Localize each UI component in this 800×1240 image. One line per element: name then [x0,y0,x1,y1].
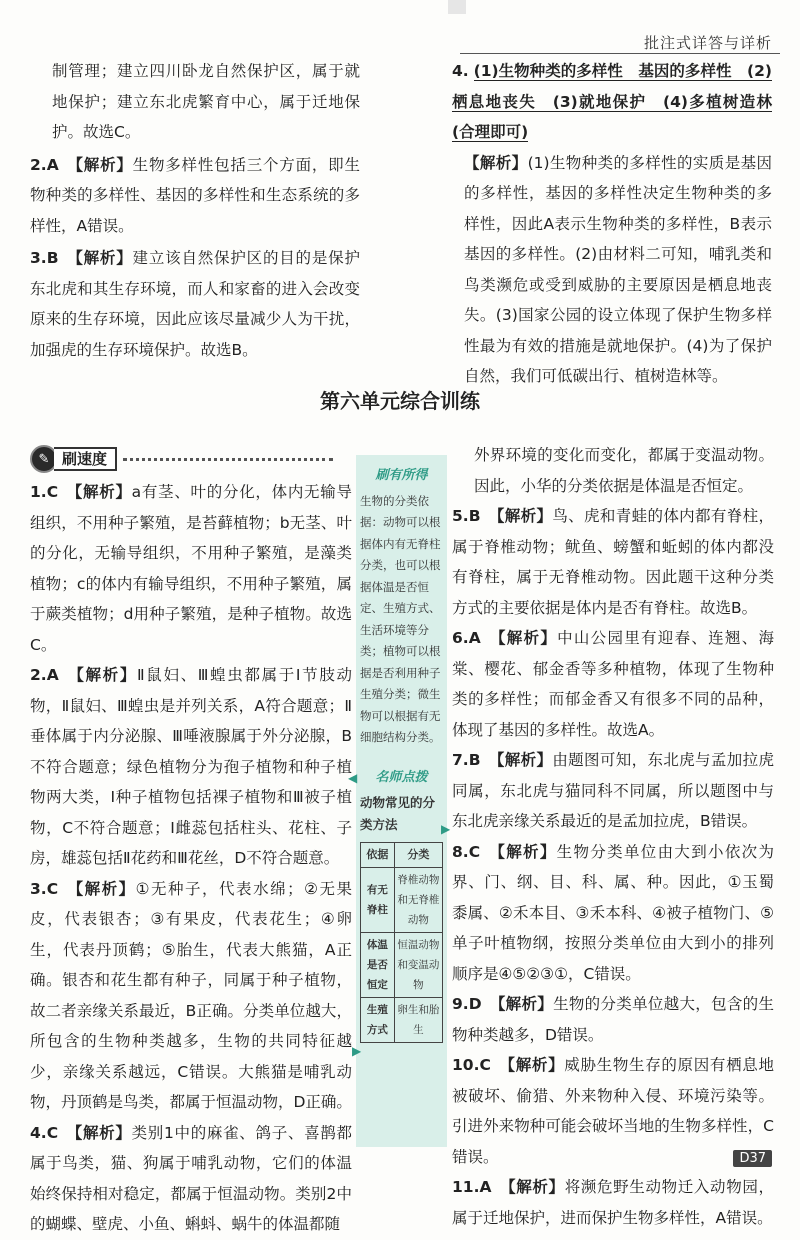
top-right-column [452,56,772,392]
answer-item [30,660,352,874]
analysis-tag: 【解析】 [66,666,137,684]
analysis-text: 将濒危野生动物迁入动物园，属于迁地保护，进而保护生物多样性，A错误。 [452,1178,774,1227]
analysis-tag: 【解析】 [66,249,133,267]
right-column [452,440,774,1233]
answer-letter: C [479,1056,491,1074]
analysis-tag: 【解析】 [66,1123,132,1142]
question-number: 11. [452,1178,480,1196]
analysis-text: 生物的分类单位越大，包含的生物种类越多，D错误。 [452,995,774,1044]
question-number: 1. [30,483,47,501]
answer-letter: C [46,1123,59,1142]
table-row [361,868,443,933]
continued-paragraph: 外界环境的变化而变化，都属于变温动物。因此，小华的分类依据是体温是否恒定。 [474,446,774,495]
analysis-tag: 【解析】 [66,155,133,174]
sidebar-subtitle: 动物常见的分类方法 [360,795,436,832]
question-number: 6. [452,629,469,647]
table-cell: 有无脊柱 [361,868,395,933]
analysis-text: ①无种子，代表水绵；②无果皮，代表银杏；③有果皮，代表花生；④卵生，代表丹顶鹤；⑤胎生，代表大熊猫，A正确。银杏和花生都有种子，同属于种子植物，故二者亲缘关系最近，B正确。分类单位越大，所包含的生物种类越多，生物的共同特征越少，亲缘关系越远，C错误。大熊猫是哺乳动物，丹顶鹤是鸟类，都属于恒温动物，D正确。 [30,879,352,1111]
header-rule [460,53,780,54]
answer-item [452,837,774,990]
question-number: 4. [452,62,469,80]
pointer-arrow-icon: ▶ [441,822,451,836]
answer-letter: A [46,666,59,684]
analysis-text: Ⅱ鼠妇、Ⅲ蝗虫都属于Ⅰ节肢动物，Ⅱ鼠妇、Ⅲ蝗虫是并列关系，A符合题意；Ⅱ垂体属于内分泌腺、Ⅲ唾液腺属于外分泌腺，B不符合题意；绿色植物分为孢子植物和种子植物两大类，Ⅰ种子植物包括裸子植物和Ⅲ被子植物，C不符合题意；Ⅰ雌蕊包括柱头、花柱、子房，雄蕊包括Ⅱ花药和Ⅲ花丝，D不符合题意。 [30,666,352,867]
analysis-tag: 【解析】 [488,507,553,525]
analysis-text: 建立该自然保护区的目的是保护东北虎和其生存环境，而人和家畜的进入会改变原来的生存环境，因此应该尽量减少人为干扰，加强虎的生存环境保护。故选B。 [30,249,360,359]
question-number: 2. [30,155,47,174]
analysis-tag: 【解析】 [499,1178,565,1196]
continued-paragraph: 制管理；建立四川卧龙自然保护区，属于就地保护；建立东北虎繁育中心，属于迁地保护。故选C。 [52,62,360,141]
analysis-tag: 【解析】 [498,1056,565,1074]
question-number: 7. [452,751,469,769]
header-tab-mark [448,0,466,14]
question-number: 2. [30,666,47,684]
question-number: 4. [30,1123,47,1142]
table-cell: 脊椎动物和无脊椎动物 [394,868,442,933]
analysis-text: a有茎、叶的分化，体内无输导组织，不用种子繁殖，是苔藓植物；b无茎、叶的分化，无输导组织，不用种子繁殖，是藻类植物；c的体内有输导组织，不用种子繁殖，属于蕨类植物；d用种子繁殖，是种子植物。故选C。 [30,483,352,654]
analysis-tag: 【解析】 [488,629,558,647]
pointer-arrow-icon: ◀ [348,771,358,785]
sidebar-heading: 刷有所得 [375,468,428,483]
answer-letter: C [46,483,59,501]
sidebar-text: 生物的分类依据：动物可以根据体内有无脊柱分类，也可以根据体温是否恒定、生殖方式、生活环境等分类；植物可以根据是否利用种子生殖分类；微生物可以根据有无细胞结构分类。 [360,493,441,744]
top-left-column [30,56,360,365]
answer-letter: B [468,507,481,525]
question-number: 3. [30,249,47,267]
section-title: 第六单元综合训练 [320,389,480,413]
answer-item [452,745,774,837]
analysis-tag: 【解析】 [464,153,528,172]
analysis-text: 中山公园里有迎春、连翘、海棠、樱花、郁金香等多种植物，体现了生物种类的多样性；而郁金香又有很多不同的品种，体现了基因的多样性。故选A。 [452,629,774,739]
table-header-row [361,843,443,868]
analysis-text: 生物分类单位由大到小依次为界、门、纲、目、科、属、种。因此，①玉蜀黍属、②禾本目、③禾本科、④被子植物门、⑤单子叶植物纲，按照分类单位由大到小的排列顺序是④⑤②③①，C错误。 [452,842,774,983]
answer-letter: C [468,842,481,861]
table-row [361,998,443,1043]
table-row [361,933,443,998]
analysis-text: (1)生物种类的多样性的实质是基因的多样性，基因的多样性决定生物种类的多样性，因此A表示生物种类的多样性，B表示基因的多样性。(2)由材料二可知，哺乳类和鸟类濒危或受到威胁的主要原因是栖息地丧失。(3)国家公园的设立体现了保护生物多样性最为有效的措施是就地保护。(4)为了保护自然，我们可低碳出行、植树造林等。 [464,153,772,385]
question-number: 8. [452,842,469,861]
answer-item [452,501,774,623]
table-cell: 生殖方式 [361,998,395,1043]
answer-letter: D [468,995,482,1013]
answer-item [452,1172,774,1233]
dotted-divider [123,458,333,461]
answer-item [452,623,774,745]
answer-letter: A [46,155,59,174]
question-number: 3. [30,879,47,898]
table-header-cell: 分类 [394,843,442,868]
badge-label: 刷速度 [54,447,117,471]
answer-item [30,477,352,660]
sidebar-heading: 名师点拨 [375,769,428,785]
answer-item [30,150,360,242]
question-number: 5. [452,507,469,525]
question-number: 9. [452,995,469,1013]
table-header-cell: 依据 [361,843,395,868]
annotation-sidebar [356,455,447,1147]
analysis-tag: 【解析】 [66,483,132,501]
header-title: 批注式详答与详析 [643,34,772,52]
pointer-arrow-icon: ▶ [352,1044,362,1058]
answer-item [30,243,360,365]
analysis-tag: 【解析】 [488,842,557,861]
answer-item [452,56,772,148]
analysis-text: 由题图可知，东北虎与孟加拉虎同属，东北虎与猫同科不同属，所以题图中与东北虎亲缘关系最近的是孟加拉虎，B错误。 [452,751,774,830]
pencil-icon: ✎ [30,445,58,473]
table-cell: 卵生和胎生 [394,998,442,1043]
classification-table [360,842,443,1043]
speed-badge [30,445,333,473]
table-cell: 恒温动物和变温动物 [394,933,442,998]
answer-letter: A [479,1178,492,1196]
answer-text: (1)生物种类的多样性 基因的多样性 (2)栖息地丧失 (3)就地保护 (4)多植树造林(合理即可) [452,62,772,141]
answer-letter: A [468,629,481,647]
analysis-text: 鸟、虎和青蛙的体内都有脊柱，属于脊椎动物；鱿鱼、螃蟹和蚯蚓的体内都没有脊柱，属于无脊椎动物。因此题干这种分类方式的主要依据是体内是否有脊柱。故选B。 [452,507,774,617]
table-cell: 体温是否恒定 [361,933,395,998]
answer-item [30,1118,352,1240]
analysis-tag: 【解析】 [489,995,554,1013]
answer-letter: C [46,879,59,898]
answer-letter: B [468,751,481,769]
page-number: D37 [733,1150,772,1167]
analysis-text: 类别1中的麻雀、鸽子、喜鹊都属于鸟类，猫、狗属于哺乳动物，它们的体温始终保持相对稳定，都属于恒温动物。类别2中的蝴蝶、壁虎、小鱼、蝌蚪、蜗牛的体温都随 [30,1123,352,1233]
left-column [30,477,352,1240]
analysis-paragraph [452,148,772,392]
answer-item [30,874,352,1118]
analysis-text: 威胁生物生存的原因有栖息地被破坏、偷猎、外来物种入侵、环境污染等。引进外来物种可能会破坏当地的生物多样性，C错误。 [452,1056,774,1166]
analysis-tag: 【解析】 [488,751,553,769]
analysis-tag: 【解析】 [66,879,136,898]
question-number: 10. [452,1056,480,1074]
analysis-text: 生物多样性包括三个方面，即生物种类的多样性、基因的多样性和生态系统的多样性，A错误。 [30,155,360,235]
answer-letter: B [46,249,59,267]
answer-item [452,1050,774,1172]
answer-item [452,989,774,1050]
